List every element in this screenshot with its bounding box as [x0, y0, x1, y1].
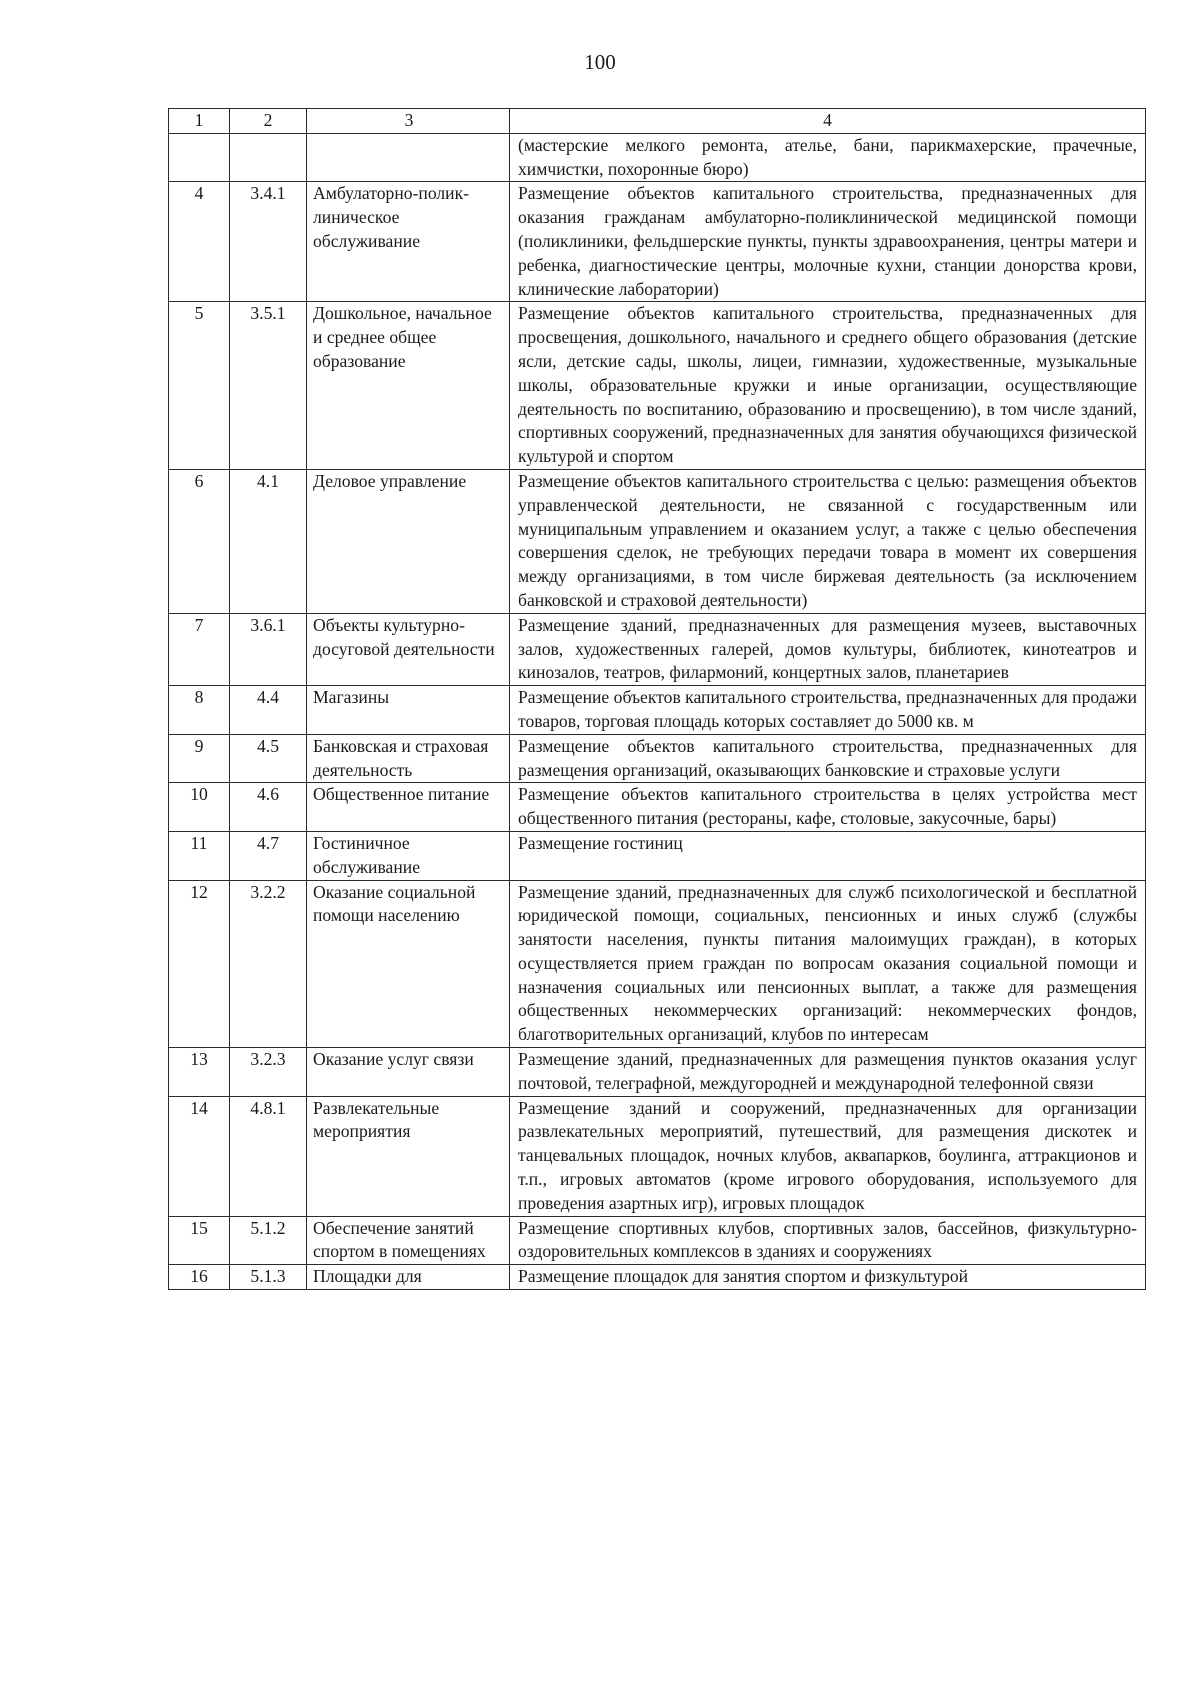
use-description-cell: Размещение объектов капитального строительства, предназначенных для просвещения, дошкольного, начального и среднего общего образования (детские ясли, детские сады, школы, лицеи, гимназии, художественные, музыкальные школы, образовательные кружки и иные организации, осуществляющие деятельность по воспитанию, образованию и просвещению), в том числе зданий, спортивных сооружений, предназначенных для занятия обучающихся физической культурой и спортом: [510, 302, 1146, 470]
table-row: [169, 880, 1146, 1048]
row-number-cell: 11: [169, 831, 230, 880]
use-code-cell: 4.7: [230, 831, 307, 880]
use-name-cell: Объекты культурно-досуговой деятельности: [307, 613, 510, 685]
row-number-cell: 7: [169, 613, 230, 685]
use-name-cell: Банковская и страховая деятельность: [307, 734, 510, 783]
row-number-cell: 12: [169, 880, 230, 1048]
use-description-cell: Размещение объектов капитального строительства с целью: размещения объектов управленческой деятельности, не связанной с государственным или муниципальным управлением и оказанием услуг, а также с целью обеспечения совершения сделок, не требующих передачи товара в момент их совершения между организациями, в том числе биржевая деятельность (за исключением банковской и страховой деятельности): [510, 469, 1146, 613]
table-row: [169, 182, 1146, 302]
use-code-cell: 3.5.1: [230, 302, 307, 470]
use-code-cell: 4.1: [230, 469, 307, 613]
use-name-cell: Амбулаторно-полик-линическое обслуживание: [307, 182, 510, 302]
row-number-cell: 10: [169, 783, 230, 832]
table-row: [169, 1096, 1146, 1216]
use-code-cell: 3.2.2: [230, 880, 307, 1048]
use-name-cell: Дошкольное, начальное и среднее общее образование: [307, 302, 510, 470]
row-number-cell: 13: [169, 1048, 230, 1097]
row-number-cell: 9: [169, 734, 230, 783]
table-row: [169, 1265, 1146, 1290]
use-code-cell: 4.5: [230, 734, 307, 783]
table-row: [169, 1048, 1146, 1097]
use-name-cell: Оказание услуг связи: [307, 1048, 510, 1097]
use-description-cell: Размещение объектов капитального строительства, предназначенных для продажи товаров, торговая площадь которых составляет до 5000 кв. м: [510, 686, 1146, 735]
header-cell: 2: [230, 109, 307, 134]
use-description-cell: Размещение зданий и сооружений, предназначенных для организации развлекательных мероприятий, путешествий, для размещения дискотек и танцевальных площадок, ночных клубов, аквапарков, боулинга, аттракционов и т.п., игровых автоматов (кроме игрового оборудования, используемого для проведения азартных игр), игровых площадок: [510, 1096, 1146, 1216]
use-code-cell: 3.2.3: [230, 1048, 307, 1097]
use-name-cell: [307, 133, 510, 182]
table-row: [169, 783, 1146, 832]
table-body: [169, 109, 1146, 1290]
use-code-cell: 4.4: [230, 686, 307, 735]
use-name-cell: Деловое управление: [307, 469, 510, 613]
row-number-cell: 6: [169, 469, 230, 613]
row-number-cell: 15: [169, 1216, 230, 1265]
use-description-cell: Размещение гостиниц: [510, 831, 1146, 880]
row-number-cell: 16: [169, 1265, 230, 1290]
use-code-cell: 4.8.1: [230, 1096, 307, 1216]
use-description-cell: Размещение объектов капитального строительства в целях устройства мест общественного питания (рестораны, кафе, столовые, закусочные, бары): [510, 783, 1146, 832]
table-row: [169, 469, 1146, 613]
table-row: [169, 302, 1146, 470]
header-cell: 3: [307, 109, 510, 134]
use-code-cell: 3.6.1: [230, 613, 307, 685]
use-name-cell: Гостиничное обслуживание: [307, 831, 510, 880]
row-number-cell: 4: [169, 182, 230, 302]
use-code-cell: 4.6: [230, 783, 307, 832]
header-cell: 1: [169, 109, 230, 134]
row-number-cell: 8: [169, 686, 230, 735]
use-description-cell: (мастерские мелкого ремонта, ателье, бани, парикмахерские, прачечные, химчистки, похоронные бюро): [510, 133, 1146, 182]
use-description-cell: Размещение зданий, предназначенных для размещения музеев, выставочных залов, художественных галерей, домов культуры, библиотек, кинотеатров и кинозалов, театров, филармоний, концертных залов, планетариев: [510, 613, 1146, 685]
table-header-row: [169, 109, 1146, 134]
row-number-cell: 5: [169, 302, 230, 470]
use-name-cell: Обеспечение занятий спортом в помещениях: [307, 1216, 510, 1265]
row-number-cell: 14: [169, 1096, 230, 1216]
table-row: [169, 613, 1146, 685]
table-row: [169, 1216, 1146, 1265]
use-name-cell: Развлекательные мероприятия: [307, 1096, 510, 1216]
use-description-cell: Размещение зданий, предназначенных для размещения пунктов оказания услуг почтовой, телеграфной, междугородней и международной телефонной связи: [510, 1048, 1146, 1097]
use-name-cell: Общественное питание: [307, 783, 510, 832]
use-code-cell: 5.1.2: [230, 1216, 307, 1265]
table-row: [169, 831, 1146, 880]
use-description-cell: Размещение объектов капитального строительства, предназначенных для оказания гражданам амбулаторно-поликлинической медицинской помощи (поликлиники, фельдшерские пункты, пункты здравоохранения, центры матери и ребенка, диагностические центры, молочные кухни, станции донорства крови, клинические лаборатории): [510, 182, 1146, 302]
page-number: 100: [584, 50, 616, 74]
use-code-cell: [230, 133, 307, 182]
use-description-cell: Размещение зданий, предназначенных для служб психологической и бесплатной юридической помощи, социальных, пенсионных и иных служб (службы занятости населения, пункты питания малоимущих граждан), в которых осуществляется прием граждан по вопросам оказания социальной помощи и назначения социальных или пенсионных выплат, а также для размещения общественных некоммерческих организаций: некоммерческих фондов, благотворительных организаций, клубов по интересам: [510, 880, 1146, 1048]
header-cell: 4: [510, 109, 1146, 134]
row-number-cell: [169, 133, 230, 182]
land-use-table: [168, 108, 1146, 1290]
use-code-cell: 5.1.3: [230, 1265, 307, 1290]
use-description-cell: Размещение площадок для занятия спортом и физкультурой: [510, 1265, 1146, 1290]
table-row: [169, 133, 1146, 182]
use-name-cell: Оказание социальной помощи населению: [307, 880, 510, 1048]
table-row: [169, 686, 1146, 735]
use-description-cell: Размещение спортивных клубов, спортивных залов, бассейнов, физкультурно-оздоровительных комплексов в зданиях и сооружениях: [510, 1216, 1146, 1265]
use-description-cell: Размещение объектов капитального строительства, предназначенных для размещения организаций, оказывающих банковские и страховые услуги: [510, 734, 1146, 783]
use-code-cell: 3.4.1: [230, 182, 307, 302]
use-name-cell: Площадки для: [307, 1265, 510, 1290]
table-row: [169, 734, 1146, 783]
use-name-cell: Магазины: [307, 686, 510, 735]
